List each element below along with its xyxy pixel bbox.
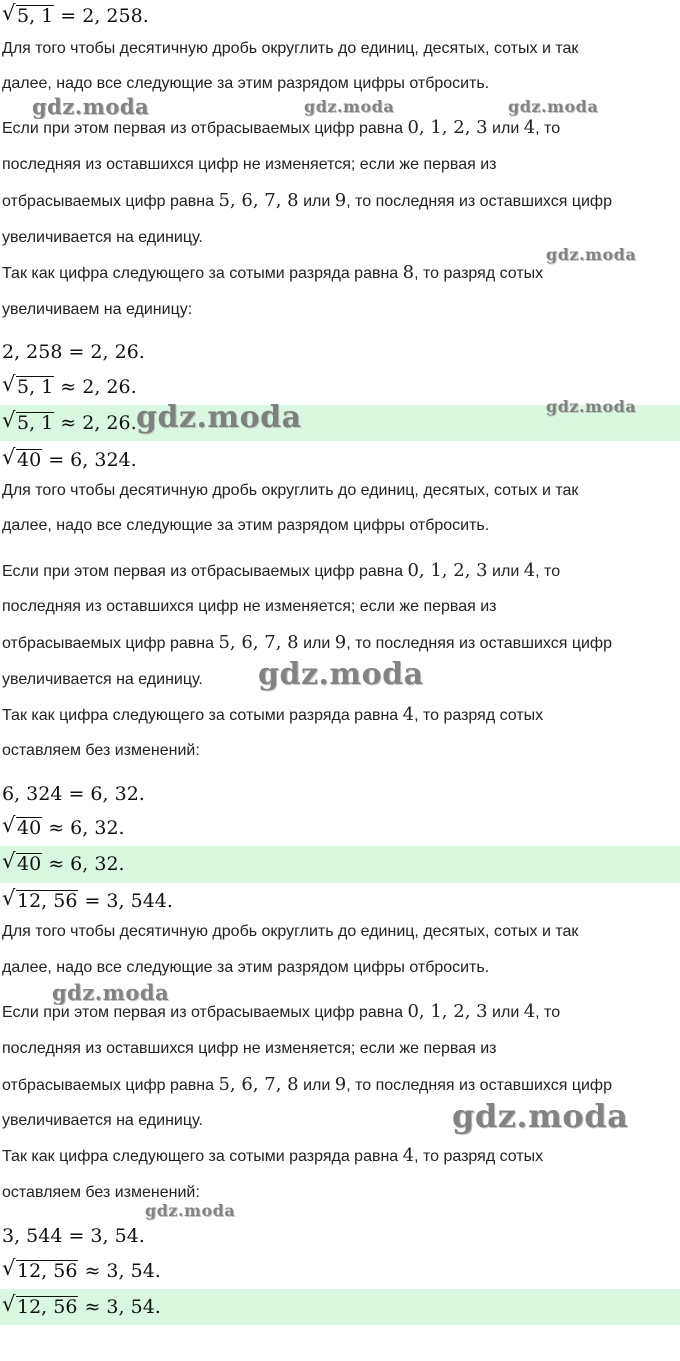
watermark-logo: gdz.moda bbox=[52, 980, 170, 1005]
conclusion-line: оставляем без изменений: bbox=[2, 742, 200, 759]
rule-text-line: далее, надо все следующие за этим разрядом цифры отбросить. bbox=[2, 75, 490, 92]
sqrt-expression: √ 12, 56 bbox=[2, 1256, 78, 1282]
rule-text-line: последняя из оставшихся цифр не изменяется; если же первая из bbox=[2, 1040, 497, 1057]
watermark-logo: gdz.moda bbox=[304, 97, 395, 116]
calc-line: √ 12, 56 ≈ 3, 54. bbox=[2, 1256, 161, 1282]
rule-text-line: далее, надо все следующие за этим разрядом цифры отбросить. bbox=[2, 959, 490, 976]
answer-line: √ 40 ≈ 6, 32. bbox=[2, 849, 125, 875]
watermark-logo: gdz.moda bbox=[452, 1097, 629, 1135]
rule-text-line: отбрасываемых цифр равна 5, 6, 7, 8 или 9, то последняя из оставшихся цифр bbox=[2, 1074, 612, 1095]
sqrt-expression: √ 40 bbox=[2, 813, 42, 839]
watermark-logo: gdz.moda bbox=[546, 245, 637, 264]
sqrt-expression: √ 5, 1 bbox=[2, 372, 54, 398]
calc-line: 6, 324 = 6, 32. bbox=[2, 783, 145, 805]
answer-line: √ 5, 1 ≈ 2, 26. bbox=[2, 408, 137, 434]
conclusion-line: увеличиваем на единицу: bbox=[2, 301, 193, 318]
conclusion-line: оставляем без изменений: bbox=[2, 1184, 200, 1201]
conclusion-line: Так как цифра следующего за сотыми разряда равна 4, то разряд сотых bbox=[2, 1145, 544, 1166]
sqrt-expression: √ 40 bbox=[2, 445, 42, 471]
rule-text-line: Если при этом первая из отбрасываемых цифр равна 0, 1, 2, 3 или 4, то bbox=[2, 117, 561, 138]
rule-text-line: последняя из оставшихся цифр не изменяется; если же первая из bbox=[2, 598, 497, 615]
watermark-logo: gdz.moda bbox=[546, 397, 637, 416]
watermark-logo: gdz.moda bbox=[258, 657, 424, 692]
rule-text-line: отбрасываемых цифр равна 5, 6, 7, 8 или 9, то последняя из оставшихся цифр bbox=[2, 190, 612, 211]
sqrt-expression: √ 12, 56 bbox=[2, 1292, 78, 1318]
rule-text-line: увеличивается на единицу. bbox=[2, 1112, 203, 1129]
equation-head: √ 5, 1 = 2, 258. bbox=[2, 1, 149, 27]
rule-text-line: Для того чтобы десятичную дробь округлить до единиц, десятых, сотых и так bbox=[2, 40, 579, 57]
calc-line: 3, 544 = 3, 54. bbox=[2, 1225, 145, 1247]
answer-line: √ 12, 56 ≈ 3, 54. bbox=[2, 1292, 161, 1318]
sqrt-expression: √ 5, 1 bbox=[2, 1, 54, 27]
sqrt-expression: √ 5, 1 bbox=[2, 408, 54, 434]
watermark-logo: gdz.moda bbox=[145, 1201, 236, 1220]
rule-text-line: увеличивается на единицу. bbox=[2, 229, 203, 246]
sqrt-expression: √ 12, 56 bbox=[2, 886, 78, 912]
equation-head: √ 40 = 6, 324. bbox=[2, 445, 137, 471]
rule-text-line: Если при этом первая из отбрасываемых цифр равна 0, 1, 2, 3 или 4, то bbox=[2, 1001, 561, 1022]
calc-line: √ 5, 1 ≈ 2, 26. bbox=[2, 372, 137, 398]
calc-line: √ 40 ≈ 6, 32. bbox=[2, 813, 125, 839]
rule-text-line: Если при этом первая из отбрасываемых цифр равна 0, 1, 2, 3 или 4, то bbox=[2, 560, 561, 581]
rule-text-line: Для того чтобы десятичную дробь округлить до единиц, десятых, сотых и так bbox=[2, 482, 579, 499]
equation-head: √ 12, 56 = 3, 544. bbox=[2, 886, 173, 912]
rule-text-line: последняя из оставшихся цифр не изменяется; если же первая из bbox=[2, 156, 497, 173]
watermark-logo: gdz.moda bbox=[136, 400, 302, 435]
watermark-logo: gdz.moda bbox=[32, 94, 150, 119]
sqrt-expression: √ 40 bbox=[2, 849, 42, 875]
rule-text-line: увеличивается на единицу. bbox=[2, 671, 203, 688]
calc-line: 2, 258 = 2, 26. bbox=[2, 341, 145, 363]
watermark-logo: gdz.moda bbox=[508, 97, 599, 116]
conclusion-line: Так как цифра следующего за сотыми разряда равна 4, то разряд сотых bbox=[2, 704, 544, 725]
rule-text-line: Для того чтобы десятичную дробь округлить до единиц, десятых, сотых и так bbox=[2, 923, 579, 940]
rule-text-line: далее, надо все следующие за этим разрядом цифры отбросить. bbox=[2, 517, 490, 534]
rule-text-line: отбрасываемых цифр равна 5, 6, 7, 8 или 9, то последняя из оставшихся цифр bbox=[2, 632, 612, 653]
conclusion-line: Так как цифра следующего за сотыми разряда равна 8, то разряд сотых bbox=[2, 262, 544, 283]
